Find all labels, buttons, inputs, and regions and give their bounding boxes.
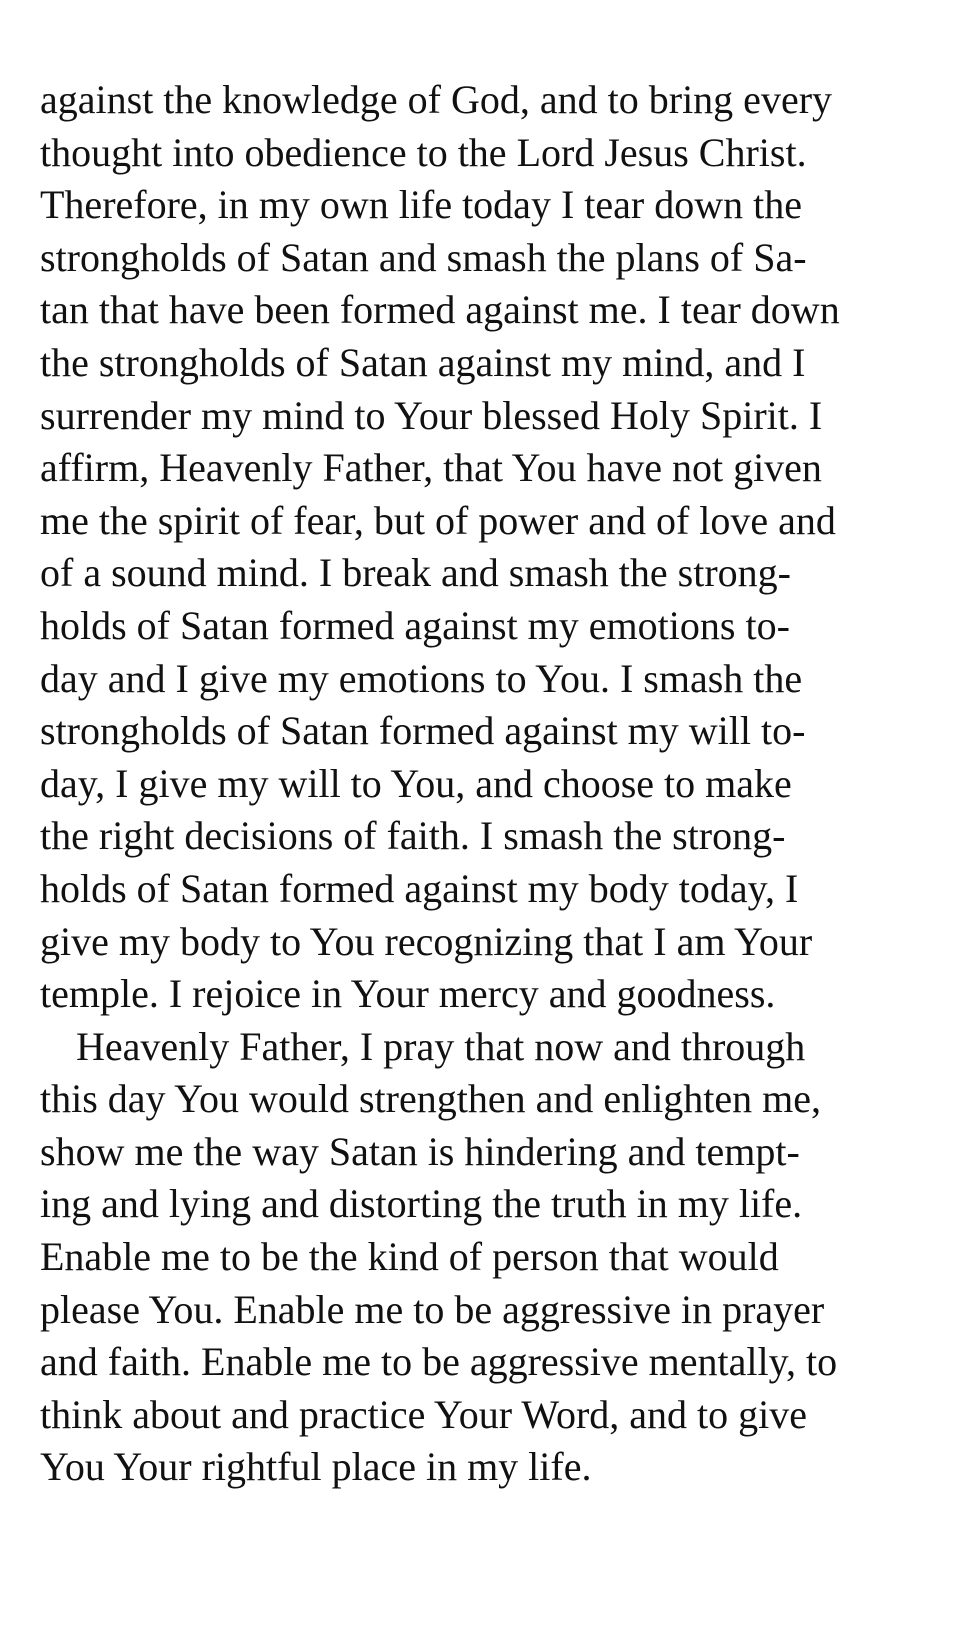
text-line: surrender my mind to Your blessed Holy Spirit. I [40,392,823,438]
text-line: Heavenly Father, I pray that now and through [76,1023,806,1069]
text-line: Enable me to be the kind of person that would [40,1234,779,1280]
text-line: holds of Satan formed against my body today, I [40,865,799,911]
text-line: the right decisions of faith. I smash the strong- [40,813,786,859]
text-line: temple. I rejoice in Your mercy and goodness. [40,971,776,1017]
paragraph-2 [40,1021,895,1494]
text-line: me the spirit of fear, but of power and of love and [40,497,836,543]
text-line: of a sound mind. I break and smash the strong- [40,550,791,596]
text-line: tan that have been formed against me. I tear down [40,287,840,333]
text-line: day and I give my emotions to You. I smash the [40,655,803,701]
text-line: give my body to You recognizing that I am Your [40,918,813,964]
text-line: Therefore, in my own life today I tear down the [40,182,802,228]
text-line: thought into obedience to the Lord Jesus Christ. [40,129,807,175]
paragraph-1 [40,74,895,1021]
text-line: against the knowledge of God, and to bring every [40,77,833,122]
text-line: strongholds of Satan formed against my will to- [40,708,806,754]
text-line: day, I give my will to You, and choose to make [40,760,792,806]
text-line: You Your rightful place in my life. [40,1444,592,1490]
text-line: show me the way Satan is hindering and tempt- [40,1128,800,1174]
document-page [40,74,895,1494]
text-line: think about and practice Your Word, and to give [40,1391,808,1437]
text-line: affirm, Heavenly Father, that You have not given [40,445,822,491]
text-line: please You. Enable me to be aggressive in prayer [40,1286,825,1332]
text-line: the strongholds of Satan against my mind, and I [40,339,806,385]
text-line: strongholds of Satan and smash the plans of Sa- [40,234,807,280]
text-line: ing and lying and distorting the truth in my life. [40,1181,803,1227]
text-line: this day You would strengthen and enlighten me, [40,1076,822,1122]
text-line: and faith. Enable me to be aggressive mentally, to [40,1339,838,1385]
text-line: holds of Satan formed against my emotions to- [40,602,790,648]
